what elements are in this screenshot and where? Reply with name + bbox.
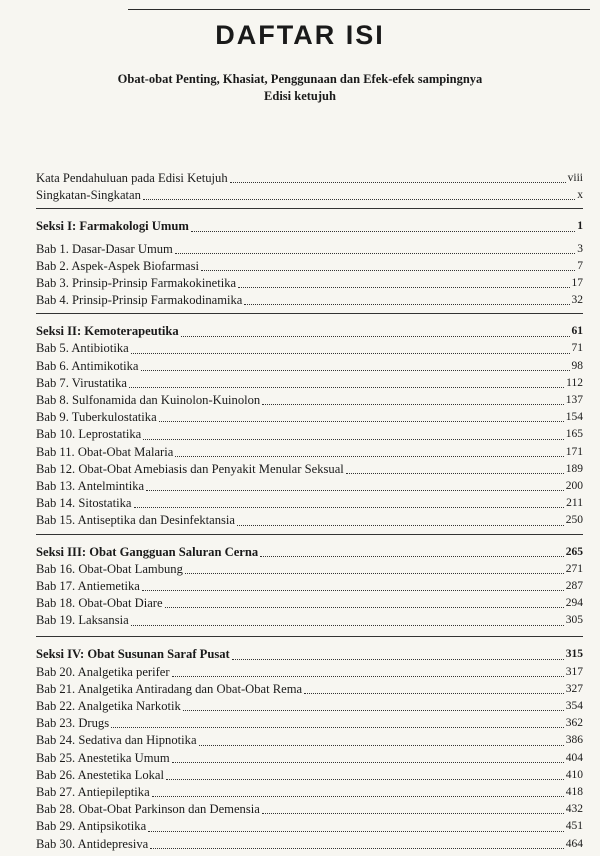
toc-entry-label: Bab 18. Obat-Obat Diare [36,596,163,611]
dot-leader [199,745,564,746]
dot-leader [238,287,569,288]
toc-entry-page: 271 [565,562,583,575]
dot-leader [166,779,564,780]
toc-entry[interactable] [36,426,583,443]
section-label: Seksi II: Kemoterapeutika [36,324,179,339]
toc-entry-page: 200 [565,479,583,492]
section-heading[interactable] [36,647,583,664]
section-divider [36,208,583,209]
toc-entry-label: Bab 8. Sulfonamida dan Kuinolon-Kuinolon [36,393,261,408]
toc-entry[interactable] [36,275,583,292]
toc-entry-label: Bab 29. Antipsikotika [36,819,147,834]
section-divider [36,313,583,314]
toc-entry[interactable] [36,187,583,204]
toc-entry-page: viii [567,171,583,184]
section-page: 1 [577,220,583,233]
toc-entry-label: Bab 6. Antimikotika [36,358,139,373]
dot-leader [131,353,570,354]
dot-leader [185,573,564,574]
table-of-contents [36,170,583,853]
dot-leader [159,421,564,422]
toc-entry-label: Bab 19. Laksansia [36,613,129,628]
toc-entry-label: Bab 11. Obat-Obat Malaria [36,444,174,459]
page-title: DAFTAR ISI [215,20,385,50]
section-label: Seksi I: Farmakologi Umum [36,219,189,234]
toc-entry-label: Bab 3. Prinsip-Prinsip Farmakokinetika [36,275,237,290]
toc-entry-page: 317 [565,665,583,678]
section-page: 61 [571,325,583,338]
section-heading[interactable] [36,218,583,235]
toc-entry-label: Bab 4. Prinsip-Prinsip Farmakodinamika [36,293,243,308]
dot-leader [143,199,575,200]
dot-leader [260,556,564,557]
toc-entry-label: Bab 2. Aspek-Aspek Biofarmasi [36,258,199,273]
toc-entry-page: 464 [565,837,583,850]
toc-entry-label: Kata Pendahuluan pada Edisi Ketujuh [36,170,228,185]
dot-leader [262,813,564,814]
toc-entry-page: 362 [565,717,583,730]
toc-entry[interactable] [36,664,583,681]
toc-entry[interactable] [36,444,583,461]
dot-leader [150,848,563,849]
dot-leader [191,231,575,232]
toc-entry-page: 305 [565,614,583,627]
dot-leader [244,304,569,305]
toc-entry-page: 165 [565,428,583,441]
toc-entry[interactable] [36,170,583,187]
toc-entry-page: 354 [565,700,583,713]
toc-entry[interactable] [36,561,583,578]
toc-entry-page: 451 [565,820,583,833]
toc-entry-page: 250 [565,514,583,527]
toc-entry-label: Bab 14. Sitostatika [36,496,132,511]
dot-leader [201,270,575,271]
toc-entry-page: 154 [565,411,583,424]
dot-leader [175,253,575,254]
toc-entry-label: Bab 16. Obat-Obat Lambung [36,561,183,576]
section-label: Seksi IV: Obat Susunan Saraf Pusat [36,647,230,662]
toc-entry[interactable] [36,698,583,715]
section-divider [36,534,583,535]
toc-entry[interactable] [36,258,583,275]
toc-entry[interactable] [36,409,583,426]
toc-entry-label: Bab 25. Anestetika Umum [36,750,170,765]
dot-leader [148,831,564,832]
toc-entry-page: 211 [566,497,583,510]
toc-entry-page: 71 [571,342,583,355]
edition-label: Edisi ketujuh [264,89,336,103]
toc-entry[interactable] [36,750,583,767]
dot-leader [181,336,570,337]
dot-leader [175,456,563,457]
toc-entry-label: Bab 13. Antelmintika [36,478,145,493]
toc-entry-label: Bab 1. Dasar-Dasar Umum [36,241,173,256]
dot-leader [129,387,564,388]
section-heading[interactable] [36,323,583,340]
toc-entry-label: Bab 26. Anestetika Lokal [36,767,165,782]
toc-entry-label: Singkatan-Singkatan [36,188,141,203]
dot-leader [141,370,570,371]
section-heading[interactable] [36,544,583,561]
toc-entry-label: Bab 10. Leprostatika [36,427,142,442]
toc-entry[interactable] [36,341,583,358]
toc-entry[interactable] [36,836,583,853]
toc-entry-page: 171 [565,445,583,458]
toc-entry-label: Bab 21. Analgetika Antiradang dan Obat-Obat Rema [36,681,303,696]
toc-entry[interactable] [36,461,583,478]
toc-entry[interactable] [36,732,583,749]
toc-entry[interactable] [36,612,583,629]
dot-leader [152,796,564,797]
dot-leader [146,490,564,491]
toc-entry[interactable] [36,292,583,309]
section-divider [36,636,583,637]
toc-entry[interactable] [36,241,583,258]
toc-entry-label: Bab 20. Analgetika perifer [36,664,170,679]
toc-entry-label: Bab 23. Drugs [36,716,110,731]
dot-leader [131,625,564,626]
dot-leader [304,693,564,694]
toc-entry-page: 7 [577,259,583,272]
dot-leader [111,727,564,728]
toc-entry-page: 418 [565,785,583,798]
toc-entry-page: 17 [571,276,583,289]
top-rule [128,9,590,10]
book-subtitle: Obat-obat Penting, Khasiat, Penggunaan dan Efek-efek sampingnya [117,72,483,86]
toc-entry-label: Bab 22. Analgetika Narkotik [36,699,181,714]
toc-entry-page: 404 [565,751,583,764]
dot-leader [142,590,564,591]
toc-entry[interactable] [36,392,583,409]
toc-entry-page: 410 [565,768,583,781]
toc-entry[interactable] [36,358,583,375]
dot-leader [232,659,564,660]
dot-leader [230,182,566,183]
dot-leader [262,404,564,405]
toc-entry-page: 386 [565,734,583,747]
toc-entry-page: x [577,189,583,202]
toc-entry[interactable] [36,681,583,698]
toc-entry-label: Bab 24. Sedativa dan Hipnotika [36,733,197,748]
dot-leader [237,525,564,526]
toc-entry-label: Bab 28. Obat-Obat Parkinson dan Demensia [36,802,260,817]
toc-entry[interactable] [36,801,583,818]
toc-entry-page: 287 [565,579,583,592]
toc-entry-page: 294 [565,597,583,610]
section-page: 315 [565,648,583,661]
toc-entry-page: 32 [571,294,583,307]
dot-leader [172,762,564,763]
toc-entry-page: 112 [566,376,583,389]
toc-entry-label: Bab 7. Virustatika [36,375,128,390]
toc-entry[interactable] [36,512,583,529]
toc-entry-label: Bab 5. Antibiotika [36,341,129,356]
dot-leader [143,439,563,440]
toc-entry-label: Bab 30. Antidepresiva [36,836,149,851]
toc-entry-label: Bab 9. Tuberkulostatika [36,410,157,425]
toc-entry-page: 432 [565,803,583,816]
section-page: 265 [565,545,583,558]
toc-entry-page: 189 [565,462,583,475]
section-label: Seksi III: Obat Gangguan Saluran Cerna [36,544,259,559]
toc-entry-page: 3 [577,242,583,255]
toc-entry-page: 327 [565,682,583,695]
toc-entry[interactable] [36,818,583,835]
toc-entry-label: Bab 17. Antiemetika [36,578,140,593]
toc-entry[interactable] [36,375,583,392]
toc-entry[interactable] [36,495,583,512]
dot-leader [134,507,565,508]
toc-entry[interactable] [36,784,583,801]
toc-entry[interactable] [36,595,583,612]
dot-leader [183,710,564,711]
toc-entry[interactable] [36,767,583,784]
toc-entry[interactable] [36,478,583,495]
dot-leader [165,607,564,608]
toc-entry[interactable] [36,715,583,732]
toc-entry-page: 137 [565,394,583,407]
toc-entry-label: Bab 12. Obat-Obat Amebiasis dan Penyakit Menular Seksual [36,461,344,476]
toc-entry[interactable] [36,578,583,595]
dot-leader [346,473,564,474]
toc-entry-label: Bab 27. Antiepileptika [36,784,150,799]
toc-entry-page: 98 [571,359,583,372]
toc-entry-label: Bab 15. Antiseptika dan Desinfektansia [36,513,236,528]
dot-leader [172,676,564,677]
